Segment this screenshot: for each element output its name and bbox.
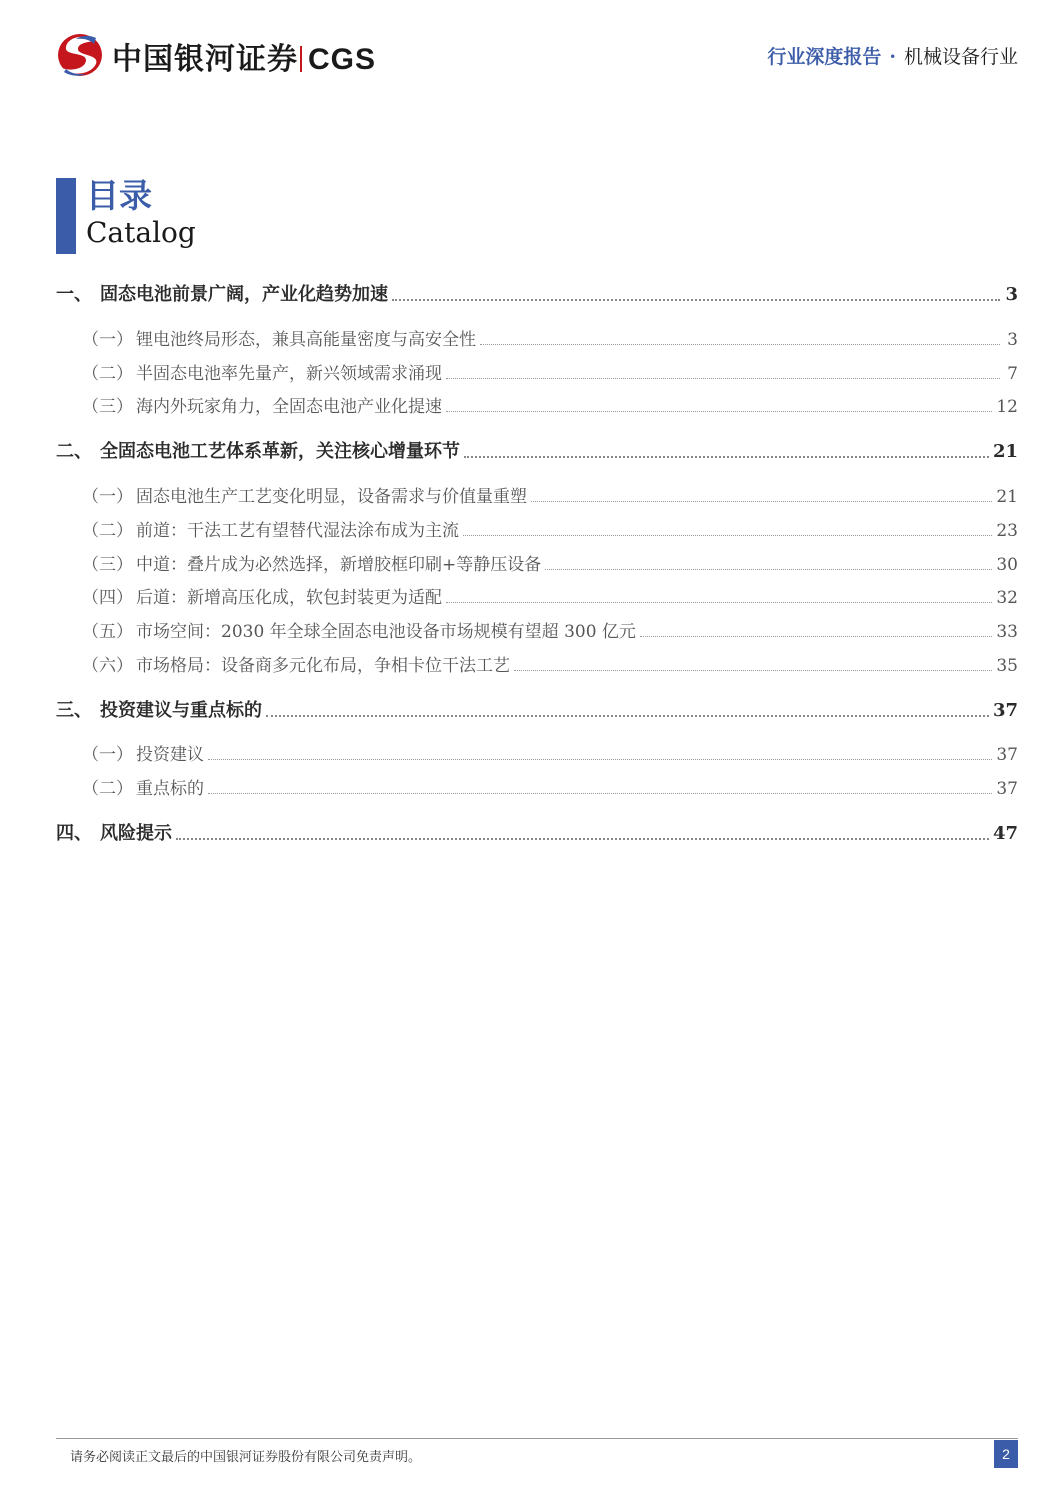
toc-title: 重点标的: [136, 779, 204, 799]
toc-page-number: 21: [992, 441, 1018, 462]
toc-number: 二、: [56, 441, 92, 462]
toc-number: 三、: [56, 700, 92, 721]
toc-leader-dots: [446, 601, 992, 603]
toc-leader-dots: [463, 534, 992, 536]
toc-title: 海内外玩家角力，全固态电池产业化提速: [136, 397, 442, 417]
toc-page-number: 21: [996, 487, 1018, 507]
footer-page-number: 2: [994, 1440, 1018, 1468]
toc-section[interactable]: [56, 819, 1018, 845]
toc-title: 市场空间：2030 年全球全固态电池设备市场规模有望超 300 亿元: [136, 622, 636, 642]
toc-section[interactable]: [56, 280, 1018, 306]
toc-page-number: 37: [996, 745, 1018, 765]
cgs-logo-icon: [56, 32, 104, 78]
industry-name: 机械设备行业: [903, 46, 1018, 68]
toc-page-number: 23: [996, 521, 1018, 541]
toc-subsection[interactable]: [56, 617, 1018, 642]
toc-leader-dots: [176, 837, 989, 840]
toc-subsection[interactable]: [56, 583, 1018, 608]
toc-title: 前道：干法工艺有望替代湿法涂布成为主流: [136, 521, 459, 541]
toc-section[interactable]: [56, 437, 1018, 463]
toc-leader-dots: [208, 758, 992, 760]
toc-section[interactable]: [56, 696, 1018, 722]
toc-leader-dots: [464, 455, 989, 458]
toc-page-number: 35: [996, 656, 1018, 676]
toc-number: （一）: [82, 330, 133, 350]
toc-title: 投资建议与重点标的: [100, 700, 262, 721]
toc-title: 市场格局：设备商多元化布局，争相卡位干法工艺: [136, 656, 510, 676]
brand-name-en: CGS: [308, 43, 377, 76]
logo-divider: [300, 46, 302, 72]
toc-page-number: 12: [996, 397, 1018, 417]
toc-page-number: 3: [1005, 284, 1018, 305]
toc-number: （四）: [82, 588, 133, 608]
toc-number: （三）: [82, 555, 133, 575]
toc-number: （二）: [82, 521, 133, 541]
toc-subsection[interactable]: [56, 740, 1018, 765]
header-separator: ·: [889, 46, 896, 68]
toc-leader-dots: [480, 343, 1000, 345]
footer-divider: [56, 1438, 1018, 1439]
toc-title: 中道：叠片成为必然选择，新增胶框印刷+等静压设备: [136, 555, 542, 575]
toc-leader-dots: [392, 298, 1000, 301]
toc-number: （一）: [82, 487, 133, 507]
toc-leader-dots: [446, 377, 1000, 379]
toc-subsection[interactable]: [56, 550, 1018, 575]
toc-title: 风险提示: [100, 823, 172, 844]
toc-page-number: 32: [996, 588, 1018, 608]
toc-page-number: 30: [996, 555, 1018, 575]
catalog-title-cn: 目录: [86, 176, 152, 215]
toc-page-number: 37: [992, 700, 1018, 721]
toc-page-number: 7: [1007, 364, 1018, 384]
toc-title: 固态电池生产工艺变化明显，设备需求与价值量重塑: [136, 487, 527, 507]
toc-number: （二）: [82, 779, 133, 799]
toc-title: 半固态电池率先量产，新兴领域需求涌现: [136, 364, 442, 384]
toc-subsection[interactable]: [56, 482, 1018, 507]
toc-leader-dots: [514, 669, 992, 671]
toc-title: 固态电池前景广阔，产业化趋势加速: [100, 284, 388, 305]
toc-subsection[interactable]: [56, 651, 1018, 676]
toc-title: 投资建议: [136, 745, 204, 765]
toc-page-number: 33: [996, 622, 1018, 642]
page-header: [0, 0, 1046, 110]
toc-number: （一）: [82, 745, 133, 765]
toc-subsection[interactable]: [56, 359, 1018, 384]
toc-subsection[interactable]: [56, 392, 1018, 417]
catalog-title-en: Catalog: [86, 216, 196, 249]
toc-leader-dots: [545, 568, 992, 570]
toc-page-number: 47: [992, 823, 1018, 844]
toc-number: （六）: [82, 656, 133, 676]
toc-number: （三）: [82, 397, 133, 417]
report-type: 行业深度报告: [767, 46, 882, 68]
toc-leader-dots: [640, 635, 992, 637]
toc-leader-dots: [446, 410, 992, 412]
toc-leader-dots: [208, 792, 992, 794]
footer-disclaimer: 请务必阅读正文最后的中国银河证券股份有限公司免责声明。: [70, 1450, 422, 1465]
toc-number: （五）: [82, 622, 133, 642]
report-category: [767, 42, 1018, 69]
toc-subsection[interactable]: [56, 774, 1018, 799]
toc-title: 后道：新增高压化成，软包封装更为适配: [136, 588, 442, 608]
toc-page-number: 3: [1007, 330, 1018, 350]
toc-page-number: 37: [996, 779, 1018, 799]
toc-title: 全固态电池工艺体系革新，关注核心增量环节: [100, 441, 460, 462]
catalog-accent-bar: [56, 178, 76, 254]
toc-leader-dots: [266, 714, 989, 717]
toc-title: 锂电池终局形态，兼具高能量密度与高安全性: [136, 330, 476, 350]
toc-number: （二）: [82, 364, 133, 384]
toc-number: 四、: [56, 823, 92, 844]
toc-number: 一、: [56, 284, 92, 305]
brand-logo-text: [112, 34, 376, 78]
brand-name-cn: 中国银河证券: [112, 42, 298, 77]
toc-leader-dots: [531, 500, 992, 502]
toc-subsection[interactable]: [56, 325, 1018, 350]
toc-subsection[interactable]: [56, 516, 1018, 541]
